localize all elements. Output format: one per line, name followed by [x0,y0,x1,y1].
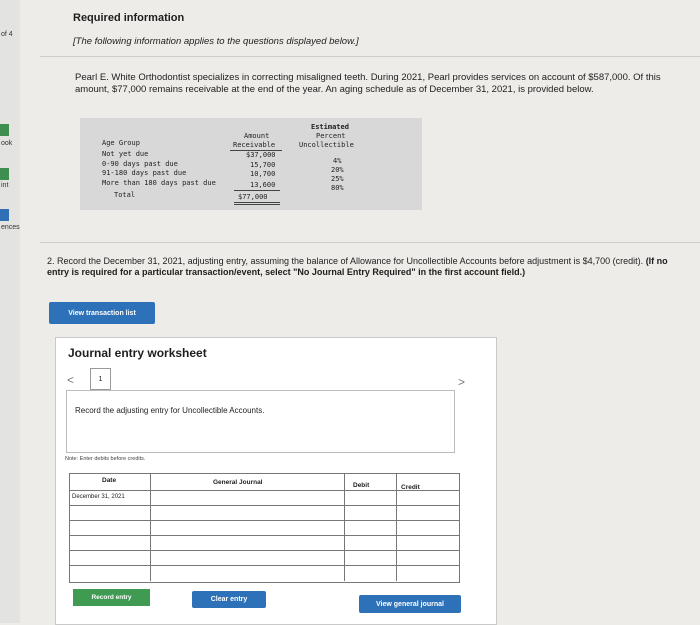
age-group-header: Age Group [102,139,140,147]
required-information-title: Required information [73,12,185,24]
clear-entry-button[interactable]: Clear entry [192,591,266,608]
total-double-rule-1 [234,202,280,203]
row-0-group: Not yet due [102,150,149,158]
col-header-date: Date [102,477,117,484]
main-content [20,0,700,623]
est-header-2: Percent [316,132,346,140]
sidebar-item-references[interactable]: ences [1,224,20,231]
row-0-percent: 4% [333,157,342,165]
instruction-box [66,390,455,453]
amount-header-2: Receivable [233,141,276,149]
aging-schedule [80,118,422,210]
total-amount: $77,000 [238,193,268,201]
row-2-group: 91-180 days past due [102,169,187,177]
left-sidebar [0,0,20,623]
grid-row-rule-2 [69,520,459,521]
col-header-credit: Credit [401,484,420,491]
row-1-percent: 20% [331,166,344,174]
total-label: Total [114,191,136,199]
row-3-percent: 80% [331,184,344,192]
prev-entry-arrow[interactable]: < [67,373,75,387]
view-general-journal-button[interactable]: View general journal [359,595,461,613]
worksheet-title: Journal entry worksheet [68,346,207,360]
grid-row-rule-5 [69,565,459,566]
total-double-rule-2 [234,204,280,205]
problem-text: Pearl E. White Orthodontist specializes in correcting misaligned teeth. During 2021, Pearl provides services on account of $587,000. Of this amount, $77,000 remains receivable at the end of the year. An aging schedule as of December 31, 2021, is provided below. [75,72,661,95]
col-header-general-journal: General Journal [213,479,263,486]
row-2-percent: 25% [331,175,344,183]
sidebar-item-ebook[interactable]: ook [1,140,13,147]
total-top-rule [234,190,280,191]
date-cell[interactable]: December 31, 2021 [72,494,125,500]
header-divider [40,56,700,57]
instruction-text: Record the adjusting entry for Uncollectible Accounts. [75,406,265,415]
question-instruction: (If no entry is required for a particular transaction/event, select "No Journal Entry Required" in the first account field.) [47,256,668,277]
next-entry-arrow[interactable]: > [458,375,466,389]
entry-number-tab[interactable]: 1 [90,368,111,390]
est-header-1: Estimated [311,123,349,131]
references-icon[interactable] [0,209,9,221]
amount-header-1: Amount [244,132,270,140]
row-1-amount: 15,700 [250,161,276,169]
book-icon[interactable] [0,124,9,136]
question-text [47,256,677,278]
view-transaction-list-button[interactable]: View transaction list [49,302,155,324]
record-entry-button[interactable]: Record entry [73,589,150,606]
col-header-debit: Debit [353,482,370,489]
page-count: of 4 [1,31,13,38]
required-information-subtitle: [The following information applies to the questions displayed below.] [73,36,359,47]
grid-row-rule-3 [69,535,459,536]
row-2-amount: 10,700 [250,170,276,178]
sidebar-item-print[interactable]: int [1,182,9,189]
grid-row-rule-1 [69,505,459,506]
est-header-3: Uncollectible [299,141,354,149]
row-1-group: 0-90 days past due [102,160,178,168]
debit-credit-note: Note: Enter debits before credits. [65,456,146,462]
question-divider [40,242,700,243]
print-icon[interactable] [0,168,9,180]
question-main: 2. Record the December 31, 2021, adjusting entry, assuming the balance of Allowance for Uncollectible Accounts before adjustment is $4,700 (credit). [47,256,644,266]
grid-row-rule-4 [69,550,459,551]
row-3-amount: 13,600 [250,181,276,189]
row-0-amount: $37,000 [246,151,276,159]
row-3-group: More than 180 days past due [102,179,216,187]
